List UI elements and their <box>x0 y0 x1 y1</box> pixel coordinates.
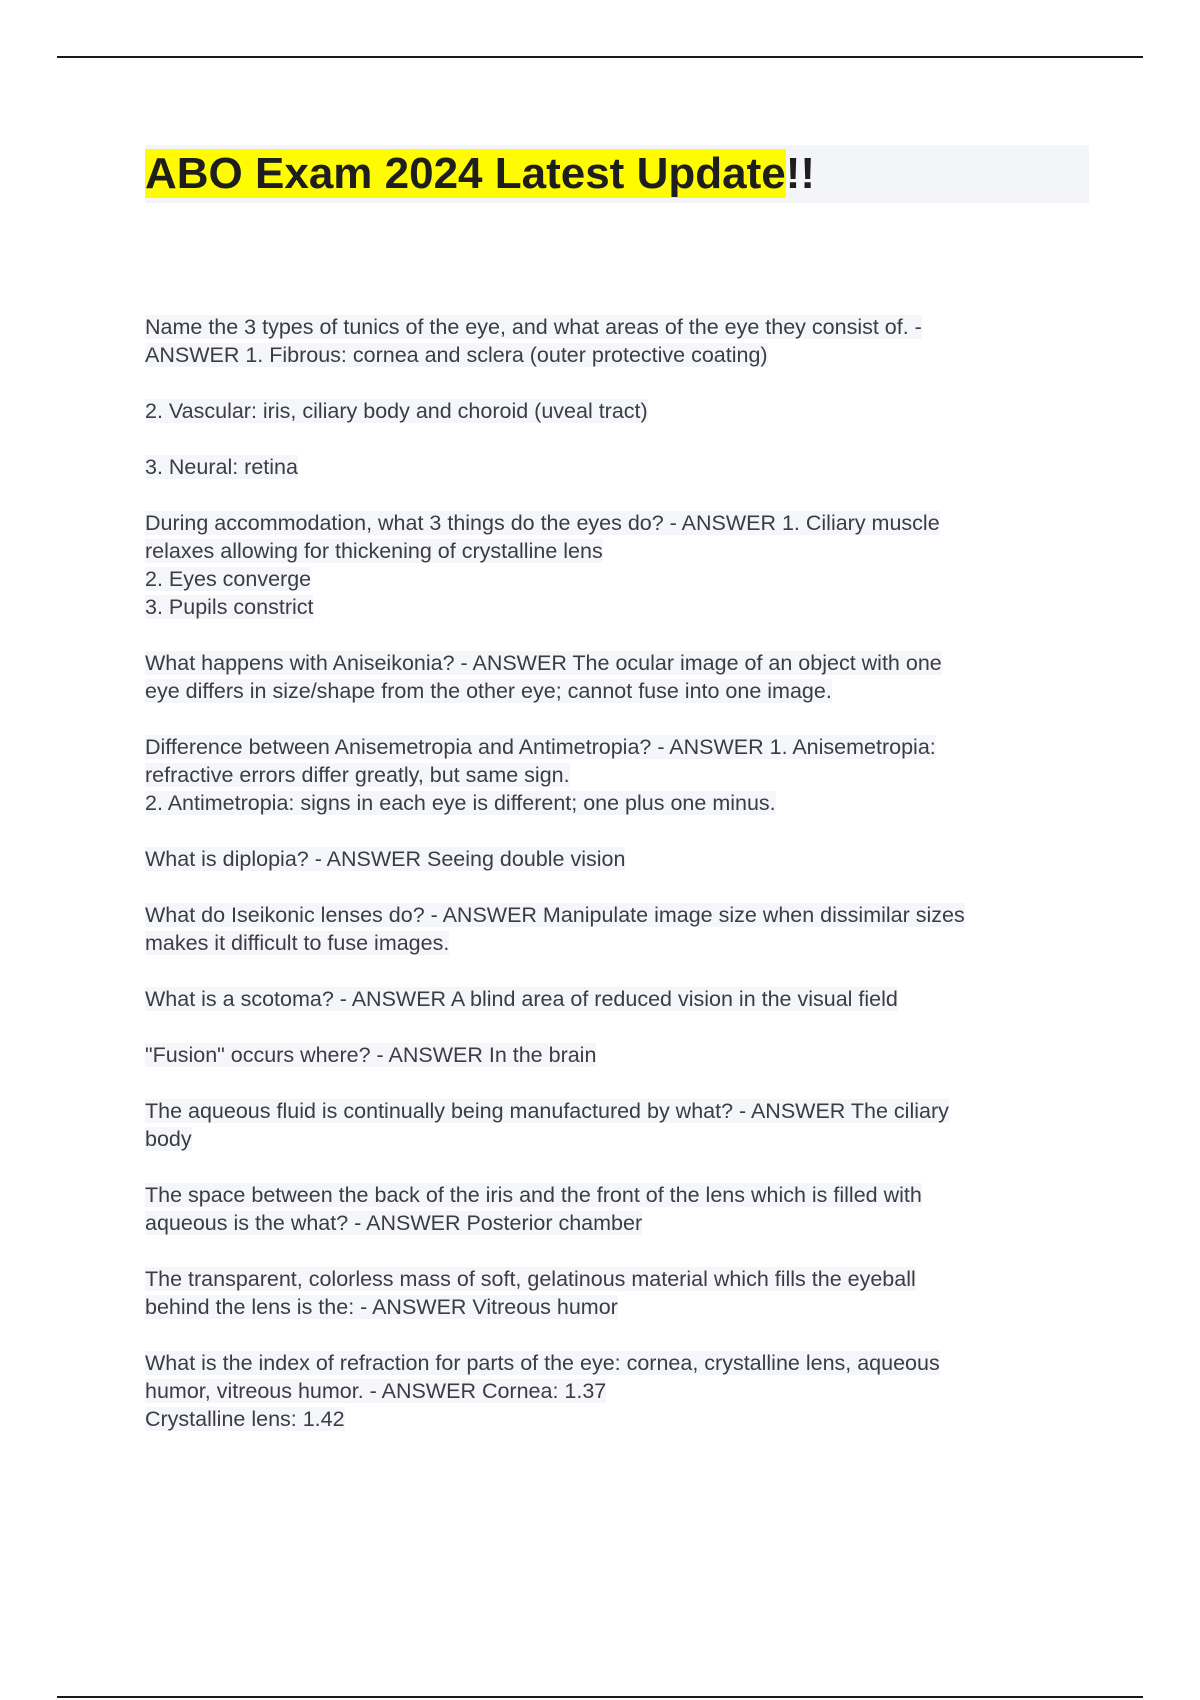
qa-line: 2. Antimetropia: signs in each eye is different; one plus one minus. <box>145 791 776 815</box>
qa-paragraph <box>145 1041 1090 1069</box>
qa-line: ANSWER 1. Fibrous: cornea and sclera (outer protective coating) <box>145 343 768 367</box>
qa-paragraph <box>145 985 1090 1013</box>
qa-line: refractive errors differ greatly, but same sign. <box>145 763 570 787</box>
qa-paragraph <box>145 901 1090 957</box>
qa-paragraph <box>145 397 1090 425</box>
qa-line: The space between the back of the iris and the front of the lens which is filled with <box>145 1183 922 1207</box>
qa-line: 2. Vascular: iris, ciliary body and choroid (uveal tract) <box>145 399 648 423</box>
qa-line: relaxes allowing for thickening of crystalline lens <box>145 539 603 563</box>
qa-paragraph <box>145 1349 1090 1433</box>
qa-line: makes it difficult to fuse images. <box>145 931 450 955</box>
qa-paragraph <box>145 509 1090 621</box>
qa-line: Difference between Anisemetropia and Antimetropia? - ANSWER 1. Anisemetropia: <box>145 735 936 759</box>
qa-paragraph <box>145 453 1090 481</box>
qa-line: During accommodation, what 3 things do the eyes do? - ANSWER 1. Ciliary muscle <box>145 511 940 535</box>
qa-paragraph <box>145 1097 1090 1153</box>
qa-line: What is a scotoma? - ANSWER A blind area of reduced vision in the visual field <box>145 987 898 1011</box>
qa-line: 2. Eyes converge <box>145 567 312 591</box>
qa-line: What happens with Aniseikonia? - ANSWER The ocular image of an object with one <box>145 651 942 675</box>
qa-line: body <box>145 1127 192 1151</box>
top-rule <box>57 56 1143 58</box>
qa-line: 3. Neural: retina <box>145 455 298 479</box>
qa-paragraph <box>145 1181 1090 1237</box>
qa-paragraph <box>145 1265 1090 1321</box>
qa-line: Name the 3 types of tunics of the eye, and what areas of the eye they consist of. - <box>145 315 922 339</box>
qa-line: aqueous is the what? - ANSWER Posterior chamber <box>145 1211 643 1235</box>
qa-line: What is diplopia? - ANSWER Seeing double vision <box>145 847 626 871</box>
qa-line: "Fusion" occurs where? - ANSWER In the brain <box>145 1043 597 1067</box>
qa-line: The transparent, colorless mass of soft, gelatinous material which fills the eyeball <box>145 1267 916 1291</box>
title-highlighted-text: ABO Exam 2024 Latest Update <box>145 149 786 198</box>
qa-line: humor, vitreous humor. - ANSWER Cornea: 1.37 <box>145 1379 607 1403</box>
qa-paragraph <box>145 313 1090 369</box>
qa-line: What is the index of refraction for parts of the eye: cornea, crystalline lens, aqueous <box>145 1351 940 1375</box>
bottom-rule <box>57 1696 1143 1698</box>
qa-line: behind the lens is the: - ANSWER Vitreous humor <box>145 1295 618 1319</box>
qa-line: The aqueous fluid is continually being manufactured by what? - ANSWER The ciliary <box>145 1099 949 1123</box>
qa-line: eye differs in size/shape from the other eye; cannot fuse into one image. <box>145 679 832 703</box>
qa-paragraph <box>145 733 1090 817</box>
qa-line: What do Iseikonic lenses do? - ANSWER Manipulate image size when dissimilar sizes <box>145 903 965 927</box>
title-suffix: !! <box>785 149 815 198</box>
document-title <box>145 147 815 201</box>
qa-line: Crystalline lens: 1.42 <box>145 1407 345 1431</box>
qa-line: 3. Pupils constrict <box>145 595 314 619</box>
qa-paragraph <box>145 649 1090 705</box>
qa-content <box>145 313 1090 1433</box>
qa-paragraph <box>145 845 1090 873</box>
